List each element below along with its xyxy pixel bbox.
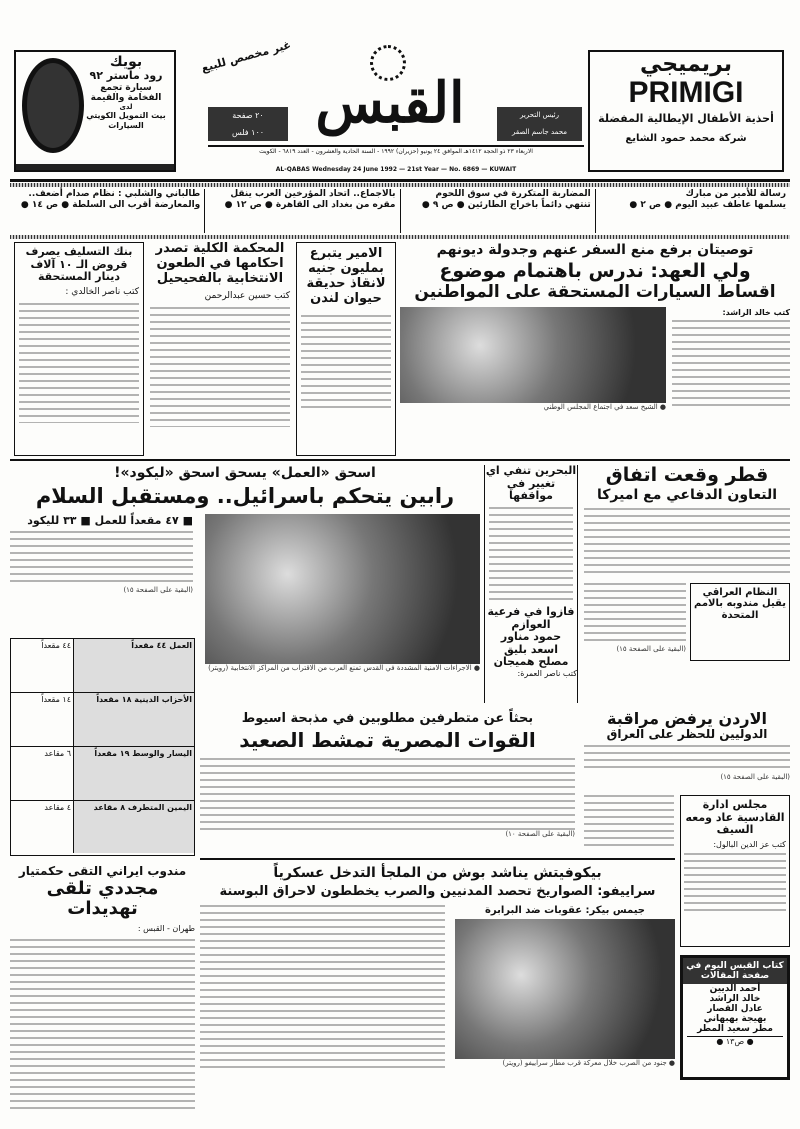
ad-brand: السيارات	[108, 120, 144, 130]
teaser-item[interactable]	[400, 189, 595, 233]
iran-story[interactable]	[10, 865, 195, 1110]
ad-buick[interactable]	[14, 50, 176, 172]
winner-name: حمود مناور	[500, 630, 562, 644]
caption-text: ● الاجراءات الامنية المشددة في القدس تمنع العرب من الاقتراب من المراكز الانتخابية	[230, 664, 480, 673]
ad-line: الفخامة والقيمة	[90, 93, 162, 104]
iraq-headline: النظام العراقي يقيل مندوبه بالامم المتحدة	[694, 586, 786, 621]
ad-line: لدى	[119, 103, 133, 112]
result-seats: ٤٤ مقعداً	[11, 639, 74, 692]
bahrain-byline: كتب ناصر العمرة:	[517, 669, 577, 679]
ad-brand-en: PRIMIGI	[628, 76, 744, 109]
ad-line: بويك	[109, 54, 143, 70]
result-seats: ٤ مقاعد	[11, 801, 74, 853]
egypt-kicker: بحثاً عن متطرفين مطلوبين في مذبحة اسيوط	[241, 711, 534, 726]
court-story[interactable]	[150, 242, 290, 456]
lead-headline-2: اقساط السيارات المستحقة على المواطنين	[414, 281, 776, 302]
ad-line: بيت التمويل الكويتي	[86, 111, 166, 121]
teaser-line: تنتهي دائماً باخراج الطارئين ● ص ٩ ●	[421, 200, 591, 210]
result-party: الأحزاب الدينية ١٨ مقعداً	[74, 693, 194, 746]
qadsia-story[interactable]	[680, 795, 790, 947]
teaser-line: يسلمها عاطف عبيد اليوم ● ص ٢ ●	[629, 200, 786, 210]
teaser-item[interactable]	[595, 189, 790, 233]
rabin-sub: ■ ٤٧ مقعداً للعمل ■ ٣٣ لليكود	[27, 514, 193, 528]
bank-headline: بنك التسليف يصرف قروض الـ ١٠ آلاف دينار المستحقة	[25, 245, 133, 284]
teaser-item[interactable]	[204, 189, 399, 233]
jordan-continued: (البقية على الصفحة ١٥)	[720, 773, 790, 782]
winner-name: اسعد بليق	[503, 642, 558, 656]
egypt-story[interactable]	[200, 712, 575, 854]
newspaper-title: القبس	[315, 70, 465, 136]
rabin-caption	[205, 664, 480, 673]
jordan-headline: الاردن يرفض مراقبة	[607, 710, 767, 728]
ad-company: شركة محمد حمود الشايع	[625, 133, 747, 144]
bahrain-headline: البحرين تنفي اي تغيير في مواقفها	[485, 464, 577, 503]
result-row	[11, 747, 194, 801]
bosnia-photo	[455, 919, 675, 1059]
iran-byline: طهران - القبس :	[137, 924, 195, 934]
writer-name: عادل القصار	[707, 1004, 763, 1014]
winner-name: مصلح هميجان	[493, 655, 569, 669]
photo-credit: (رويتر)	[208, 664, 229, 673]
iraq-box[interactable]	[690, 583, 790, 661]
photo-credit: (رويتر)	[502, 1058, 523, 1067]
egypt-continued: (البقية على الصفحة ١٠)	[505, 829, 575, 838]
bosnia-headline: سراييفو: الصواريخ تحصد المدنيين والصرب يخططون لاحراق البوسنة	[219, 884, 656, 900]
lead-photo	[400, 307, 666, 403]
writers-title: كتاب القبس اليوم في صفحة المقالات	[683, 958, 787, 984]
bosnia-kicker: بيكوفيتش يناشد بوش من الملجأ التدخل عسكرياً	[273, 865, 602, 881]
date-arabic: الاربعاء ٢٣ ذو الحجة ١٤١٢هـ الموافق ٢٤ يونيو (حزيران) ١٩٩٢ - السنة الحادية والعشرون - العدد ٦٨١٩ - الكويت	[259, 148, 533, 155]
bosnia-story[interactable]	[200, 865, 675, 1110]
election-results-table	[10, 638, 195, 856]
caption-text: ● جنود من الصرب خلال معركة قرب مطار سراييفو	[524, 1058, 675, 1067]
bahrain-story[interactable]	[484, 465, 578, 703]
jordan-story[interactable]	[584, 710, 790, 790]
date-english: AL-QABAS Wednesday 24 June 1992 — 21st Year — No. 6869 — KUWAIT	[275, 166, 517, 173]
writer-name: مطر سعيد المطر	[697, 1024, 773, 1034]
ad-line: سيارة تجمع	[100, 82, 152, 93]
court-byline: كتب حسين عبدالرحمن	[204, 290, 290, 301]
bank-story[interactable]	[14, 242, 144, 456]
result-seats: ٦ مقاعد	[11, 747, 74, 800]
masthead	[199, 38, 584, 177]
result-row	[11, 801, 194, 853]
teaser-line: والمعارضة أقرب الى السلطة ● ص ١٤ ●	[20, 200, 201, 210]
teaser-line: رسالة للأمير من مبارك	[685, 189, 786, 199]
page-count: ٢٠ صفحة	[232, 111, 264, 120]
rabin-kicker: اسحق «العمل» يسحق اسحق «ليكود»!	[114, 465, 376, 481]
ad-logo-icon	[22, 58, 84, 153]
editor-label: رئيس التحرير	[520, 111, 559, 119]
iran-headline: مجددي تلقى تهديدات	[46, 877, 159, 920]
result-party: اليسار والوسط ١٩ مقعداً	[74, 747, 194, 800]
egypt-headline: القوات المصرية تمشط الصعيد	[239, 727, 536, 752]
result-row	[11, 639, 194, 693]
teaser-line: بالاجماع.. اتحاد المؤرخين العرب ينقل	[230, 189, 396, 199]
lead-headline: ولي العهد: ندرس باهتمام موضوع	[439, 260, 751, 283]
ad-brand-ar: بريميجي	[639, 52, 733, 77]
qatar-headline: قطر وقعت اتفاق	[605, 464, 769, 486]
bank-byline: كتب ناصر الخالدي :	[65, 286, 139, 297]
not-for-sale: غير مخصص للبيع	[199, 38, 293, 75]
lead-kicker: توصيتان برفع منع السفر عنهم وجدولة ديونهم	[436, 242, 754, 258]
bosnia-sub: جيمس بيكر: عقوبات ضد البرابرة	[484, 905, 645, 917]
result-party: اليمين المتطرف ٨ مقاعد	[74, 801, 194, 853]
bahrain-sub: فازوا في فرعية العوازم	[487, 604, 575, 631]
court-headline: المحكمة الكلية تصدر احكامها في الطعون الانتخابية بالفحيحيل	[155, 241, 285, 286]
editor-name: محمد جاسم الصقر	[512, 128, 567, 136]
teaser-line: المضاربة المتكررة في سوق اللحوم	[435, 189, 591, 199]
teaser-strip	[10, 189, 790, 233]
qatar-continued: (البقية على الصفحة ١٥)	[616, 644, 686, 653]
lead-byline: كتب خالد الراشد:	[722, 308, 790, 318]
qadsia-byline: كتب عز الدين البالول:	[713, 839, 786, 849]
rabin-continued: (البقية على الصفحة ١٥)	[123, 586, 193, 595]
result-row	[11, 693, 194, 747]
ad-primigi[interactable]	[588, 50, 784, 172]
writer-name: خالد الراشد	[709, 994, 761, 1004]
writer-name: بهيجة بهبهاني	[703, 1014, 767, 1024]
teaser-item[interactable]	[10, 189, 204, 233]
ad-tagline: أحذية الأطفال الإيطالية المفضلة	[598, 112, 774, 125]
writers-page: ● ص١٣ ●	[687, 1036, 783, 1046]
teaser-line: طالباني والشلبي : نظام صدام أضعف..	[28, 189, 201, 199]
rabin-headline: رابين يتحكم باسرائيل.. ومستقبل السلام	[35, 484, 455, 509]
amir-story[interactable]	[296, 242, 396, 456]
rabin-photo	[205, 514, 480, 664]
lead-story[interactable]	[400, 242, 790, 456]
iran-kicker: مندوب ايراني التقى حكمتيار	[18, 864, 187, 878]
result-seats: ١٤ مقعداً	[11, 693, 74, 746]
result-party: العمل ٤٤ مقعداً	[74, 639, 194, 692]
price: ١٠٠ فلس	[231, 128, 265, 137]
ad-line: رود ماستر ٩٢	[89, 69, 163, 83]
bosnia-caption	[455, 1059, 675, 1068]
teaser-line: مقره من بغداد الى القاهرة ● ص ١٢ ●	[224, 200, 396, 210]
jordan-headline-2: الدوليين للحظر على العراق	[606, 727, 768, 742]
amir-headline: الامير يتبرع بمليون جنيه لانقاذ حديقة حيوان لندن	[306, 246, 386, 306]
writer-name: أحمد الديين	[709, 984, 761, 994]
lead-caption: ● الشيخ سعد في اجتماع المجلس الوطني	[543, 403, 666, 412]
qatar-headline-2: التعاون الدفاعي مع اميركا	[596, 486, 778, 503]
qadsia-headline: مجلس ادارة القادسية عاد ومعه السيف	[685, 798, 785, 837]
qatar-story[interactable]	[584, 465, 790, 703]
writers-box[interactable]	[680, 955, 790, 1080]
